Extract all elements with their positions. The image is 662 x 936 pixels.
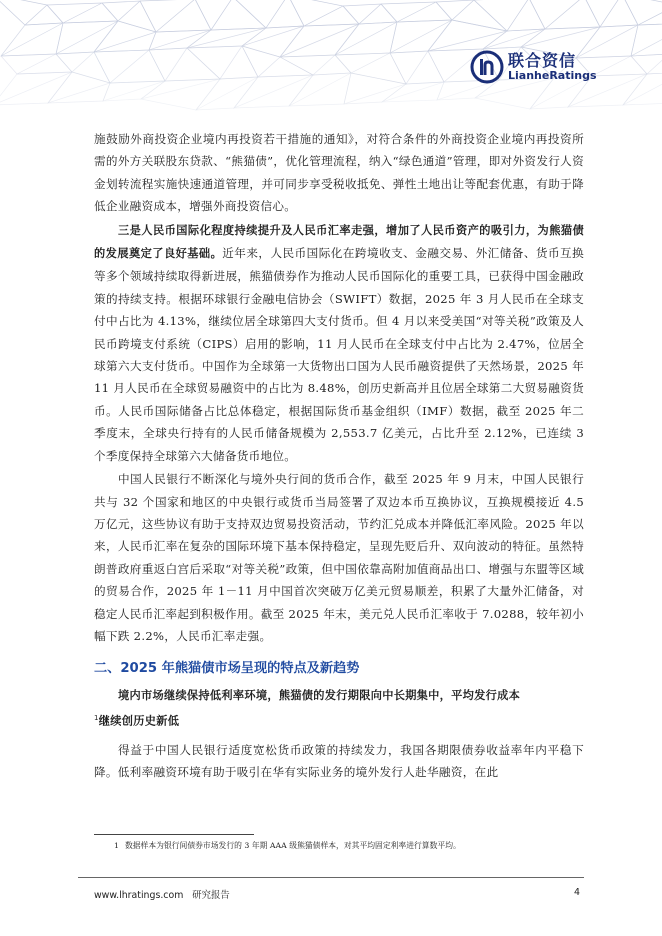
logo-english-name: LianheRatings bbox=[508, 69, 597, 82]
page-number: 4 bbox=[574, 887, 580, 898]
paragraph-2 bbox=[94, 219, 584, 467]
footer-divider bbox=[78, 877, 584, 878]
sub-heading-part-b: 继续创历史新低 bbox=[98, 715, 180, 729]
sub-heading-part-a: 境内市场继续保持低利率环境，熊猫债的发行期限向中长期集中，平均发行成本 bbox=[118, 689, 521, 703]
logo-chinese-name: 联合资信 bbox=[508, 51, 577, 70]
paragraph-2-bold-lead: 三是人民币国际化程度持续提升及人民币汇率走强，增加了人民币资产的吸引力，为熊猫债的发展奠定了良好基础。 bbox=[94, 223, 584, 261]
footnote-text: 数据样本为银行间债券市场发行的 3 年期 AAA 级熊猫债样本，对其平均固定利率进行算数平均。 bbox=[124, 841, 461, 850]
footer-info bbox=[94, 887, 230, 901]
lianhe-logo-icon bbox=[470, 50, 504, 84]
company-logo bbox=[470, 48, 597, 88]
paragraph-3: 中国人民银行不断深化与境外央行间的货币合作，截至 2025 年 9 月末，中国人民银行共与 32 个国家和地区的中央银行或货币当局签署了双边本币互换协议，互换规模接近 4.5 万亿元，这些协议有助于支持双边贸易投资活动，节约汇兑成本并降低汇率风险。2025 年以来，人民币汇率在复杂的国际环境下基本保持稳定，呈现先贬后升、双向波动的特征。虽然特朗普政府重返白宫后采取“对等关税”政策，但中国依靠高附加值商品出口、增强与东盟等区域的贸易合作，2025 年 1－11 月中国首次突破万亿美元贸易顺差，积累了大量外汇储备，对稳定人民币汇率起到积极作用。截至 2025 年末，美元兑人民币汇率收于 7.0288，较年初小幅下跌 2.2%，人民币汇率走强。 bbox=[94, 472, 584, 643]
footnote-reference[interactable]: 1 bbox=[94, 714, 99, 723]
footnote-number: 1 bbox=[114, 841, 119, 850]
sub-heading bbox=[94, 685, 584, 733]
report-body bbox=[94, 128, 584, 784]
footnote bbox=[114, 840, 584, 852]
footer-website-link[interactable]: www.lhratings.com bbox=[94, 890, 184, 901]
paragraph-2-text: 近年来，人民币国际化在跨境收支、金融交易、外汇储备、货币互换等多个领域持续取得新进展，熊猫债券作为推动人民币国际化的重要工具，已获得中国金融政策的持续支持。根据环球银行金融电信协会（SWIFT）数据，2025 年 3 月人民币在全球支付中占比为 4.13%，继续位居全球第四大支付货币。但 4 月以来受美国“对等关税”政策及人民币跨境支付系统（CIPS）启用的影响，11 月人民币在全球支付中占比为 2.47%，位居全球第六大支付货币。中国作为全球第一大货物出口国为人民币融资提供了天然场景，2025 年 11 月人民币在全球贸易融资中的占比为 8.48%，创历史新高并且位居全球第二大贸易融资货币。人民币国际储备占比总体稳定，根据国际货币基金组织（IMF）数据，截至 2025 年二季度末，全球央行持有的人民币储备规模为 2,553.7 亿美元，占比升至 2.12%，已连续 3 个季度保持全球第六大储备货币地位。 bbox=[94, 246, 584, 463]
footer-report-type: 研究报告 bbox=[192, 890, 230, 901]
paragraph-1: 施鼓励外商投资企业境内再投资若干措施的通知》，对符合条件的外商投资企业境内再投资所需的外方关联股东贷款、“熊猫债”，优化管理流程，纳入“绿色通道”管理，即对外资发行人资金划转流程实施快速通道管理，并可同步享受税收抵免、弹性土地出让等配套优惠，有助于降低企业融资成本，增强外商投资信心。 bbox=[94, 132, 584, 214]
section-title: 二、2025 年熊猫债市场呈现的特点及新趋势 bbox=[94, 661, 360, 677]
paragraph-4: 得益于中国人民银行适度宽松货币政策的持续发力，我国各期限债券收益率年内平稳下降。低利率融资环境有助于吸引在华有实际业务的境外发行人赴华融资，在此 bbox=[94, 743, 584, 780]
footnote-divider bbox=[94, 834, 254, 835]
